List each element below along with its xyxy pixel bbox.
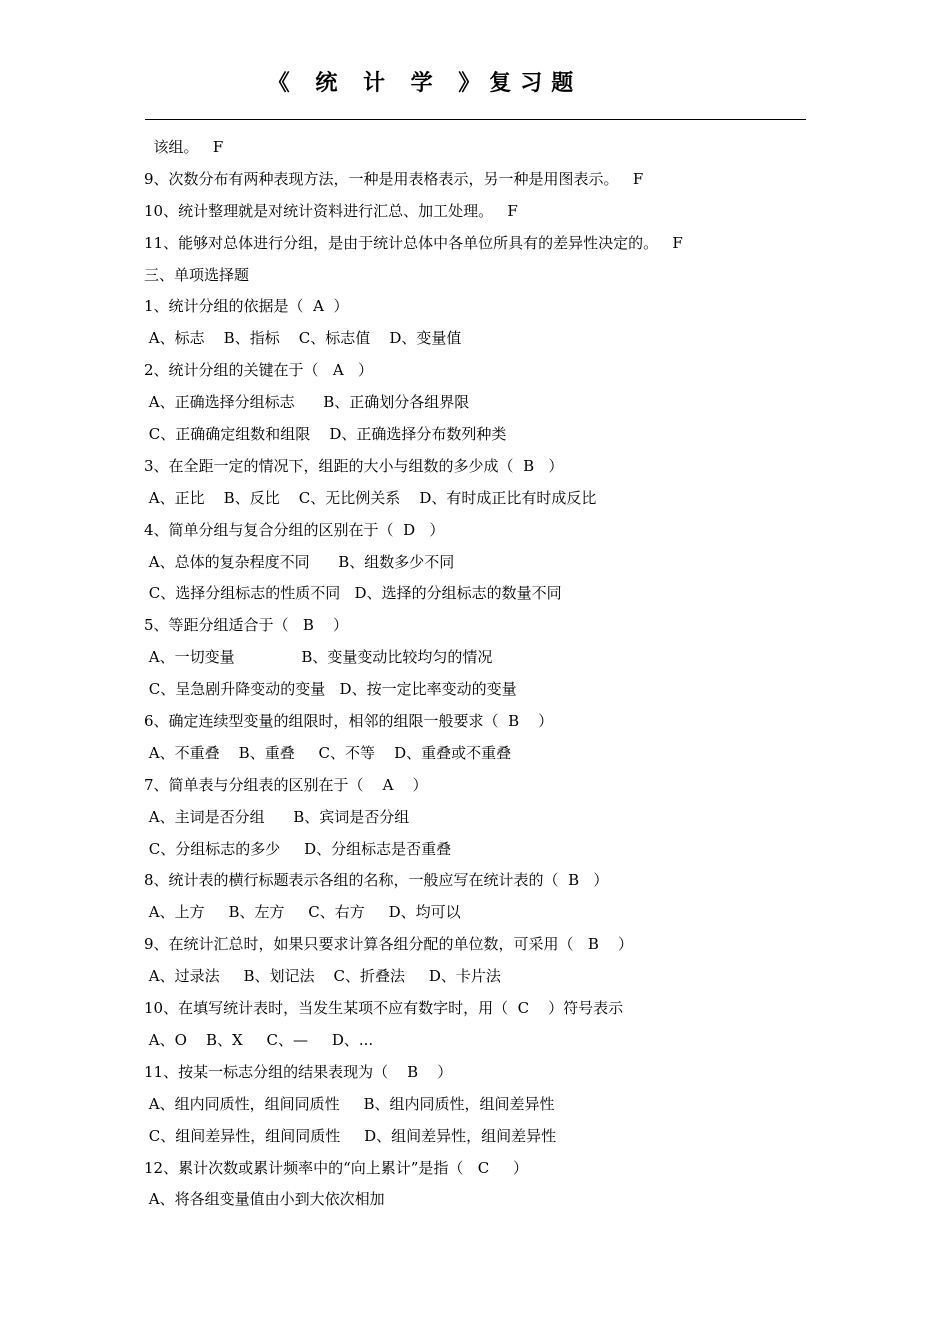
text-line: C、分组标志的多少 D、分组标志是否重叠 [144,839,452,858]
text-line: A、标志 B、指标 C、标志值 D、变量值 [144,329,462,348]
text-line: 9、在统计汇总时，如果只要求计算各组分配的单位数，可采用（ B ） [144,935,633,954]
text-line: A、O B、X C、— D、... [144,1030,374,1049]
text-line: A、主词是否分组 B、宾词是否分组 [144,807,410,826]
text-line: 5、等距分组适合于（ B ） [144,616,348,635]
page-title: 《 统 计 学 》复习题 [267,71,583,96]
text-line: 4、简单分组与复合分组的区别在于（ D ） [144,520,445,539]
document-body [144,134,824,1218]
text-line: 12、累计次数或累计频率中的“向上累计”是指（ C ） [144,1158,529,1177]
text-line: 7、简单表与分组表的区别在于（ A ） [144,775,428,794]
text-line: C、选择分组标志的性质不同 D、选择的分组标志的数量不同 [144,584,562,603]
text-line: A、上方 B、左方 C、右方 D、均可以 [144,903,461,922]
text-line: 11、能够对总体进行分组，是由于统计总体中各单位所具有的差异性决定的。 F [144,233,683,252]
text-line: A、正确选择分组标志 B、正确划分各组界限 [144,393,470,412]
text-line: 11、按某一标志分组的结果表现为（ B ） [144,1062,453,1081]
text-line: C、呈急剧升降变动的变量 D、按一定比率变动的变量 [144,680,517,699]
text-line: 10、在填写统计表时，当发生某项不应有数字时，用（ C ）符号表示 [144,999,624,1018]
header-rule [145,119,806,120]
text-line: A、总体的复杂程度不同 B、组数多少不同 [144,552,455,571]
text-line: A、组内同质性，组间同质性 B、组内同质性，组间差异性 [144,1094,555,1113]
text-line: A、过录法 B、划记法 C、折叠法 D、卡片法 [144,967,501,986]
text-line: 1、统计分组的依据是（ A ） [144,297,349,316]
text-line: 10、统计整理就是对统计资料进行汇总、加工处理。 F [144,201,518,220]
text-line: 6、确定连续型变量的组限时，相邻的组限一般要求（ B ） [144,712,554,731]
text-line: 三、单项选择题 [144,265,250,284]
text-line: A、一切变量 B、变量变动比较均匀的情况 [144,648,493,667]
text-line: 2、统计分组的关键在于（ A ） [144,361,373,380]
text-line: 9、次数分布有两种表现方法，一种是用表格表示，另一种是用图表示。 F [144,169,644,188]
text-line: A、将各组变量值由小到大依次相加 [144,1190,385,1209]
text-line: A、正比 B、反比 C、无比例关系 D、有时成正比有时成反比 [144,488,597,507]
text-line: 该组。 F [144,138,224,156]
text-line: 8、统计表的横行标题表示各组的名称，一般应写在统计表的（ B ） [144,871,609,890]
text-line: A、不重叠 B、重叠 C、不等 D、重叠或不重叠 [144,743,512,762]
text-line: C、组间差异性，组间同质性 D、组间差异性，组间差异性 [144,1126,557,1145]
text-line: C、正确确定组数和组限 D、正确选择分布数列种类 [144,425,507,444]
text-line: 3、在全距一定的情况下，组距的大小与组数的多少成（ B ） [144,456,564,475]
